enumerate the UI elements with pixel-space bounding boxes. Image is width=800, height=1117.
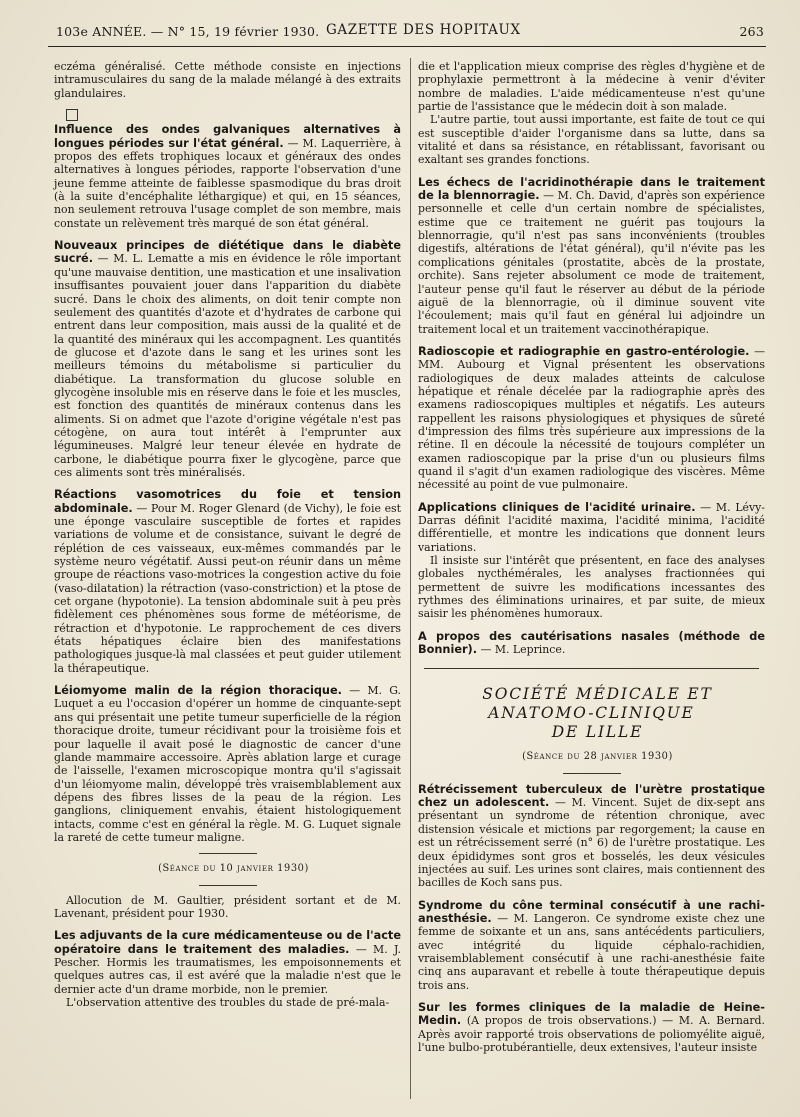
continuation-paragraph: L'autre partie, tout aussi importante, est faite de tout ce qui est susceptible d'aider l'organisme dans sa lutte, dans sa vitalité et dans sa résistance, en rétablissant, favorisant ou exaltant ses grandes fonctions.	[418, 113, 765, 167]
article-title: Radioscopie et radiographie en gastro-entérologie.	[418, 344, 750, 358]
article-body: — M. Laquerrière, à propos des effets trophiques locaux et généraux des ondes alternatives à longues périodes, rapporte l'observation d'une jeune femme atteinte de faiblesse spasmodique du bras droit (à la suite d'encéphalite léthargique) et qui, en 15 séances, non seulement retrouva l'usage complet de son membre, mais constate un relèvement très marqué de son état général.	[54, 136, 401, 230]
article-vincent	[418, 783, 765, 890]
section-rule	[563, 773, 621, 774]
article-body-continued: Il insiste sur l'intérêt que présentent, en face des analyses globales nycthémérales, les analyses fractionnées qui permettent de suivre les modifications incessantes des rythmes des éliminations urinaires, et par suite, de mieux saisir les phénomènes humoraux.	[418, 554, 765, 621]
broken-glyph-icon	[66, 109, 78, 121]
seance-date: (Séance du 28 janvier 1930)	[522, 751, 673, 763]
article-david	[418, 176, 765, 336]
article-laquerriere	[54, 109, 401, 230]
article-title: Réactions vasomotrices du foie et tension abdominale.	[54, 488, 401, 515]
article-body: (A propos de trois observations.) — M. A. Bernard. Après avoir rapporté trois observations de poliomyélite aiguë, l'une bulbo-protubérantielle, deux extensives, l'auteur insiste	[418, 1014, 765, 1054]
section-rule	[199, 885, 257, 886]
article-body: — M. L. Lematte a mis en évidence le rôle important qu'une mauvaise dentition, une mastication et une insalivation insuffisantes pouvaient jouer dans l'apparition du diabète sucré. Dans le choix des aliments, on doit tenir compte non seulement des quantités d'azote et d'hydrates de carbone qui entrent dans leur composition, mais aussi de la qualité et de la quantité des minéraux qui les accompagnent. Les quantités de glucose et d'azote dans le sang et les urines sont les meilleurs témoins du métabolisme si particulier du diabétique. La transformation du glucose soluble en glycogène insoluble mis en réserve dans le foie et les muscles, est fonction des quantités de minéraux contenus dans les aliments. Si on admet que l'azote d'origine végétale n'est pas cétogène, on aura tout intérêt à l'emprunter aux légumineuses. Malgré leur teneur élevée en hydrate de carbone, le diabétique pourra fixer le glycogène, parce que ces aliments sont très minéralisés.	[54, 252, 401, 479]
article-luquet	[54, 684, 401, 844]
page-number: 263	[739, 24, 764, 39]
section-rule	[199, 853, 257, 854]
article-title: Syndrome du cône terminal consécutif à une rachi-anesthésie.	[418, 898, 765, 925]
seance-date: (Séance du 10 janvier 1930)	[158, 863, 309, 875]
continuation-paragraph: die et l'application mieux comprise des règles d'hygiène et de prophylaxie permettront à la médecine à venir d'éviter nombre de maladies. L'aide médicamenteuse n'est qu'une partie de l'assistance que le médecin doit à son malade.	[418, 60, 765, 114]
article-body: — M. J. Pescher. Hormis les traumatismes, les empoisonnements et quelques autres cas, il est avéré que la maladie n'est que le dernier acte d'un drame morbide, non le premier.	[54, 942, 401, 996]
article-title: Rétrécissement tuberculeux de l'urètre prostatique chez un adolescent.	[418, 782, 765, 810]
society-title-line2: DE LILLE	[551, 723, 644, 742]
column-divider	[410, 58, 411, 1099]
article-title: Les échecs de l'acridinothérapie dans le traitement de la blennorragie.	[418, 175, 765, 203]
article-pescher	[54, 929, 401, 1009]
running-head	[56, 22, 764, 44]
society-title: SOCIÉTÉ MÉDICALE ET ANATOMO-CLINIQUE	[482, 685, 713, 723]
article-body: — Pour M. Roger Glenard (de Vichy), le foie est une éponge vasculaire susceptible de fortes et rapides variations de volume et de consistance, suivant le degré de réplétion de ces vaisseaux, eux-mêmes commandés par le système neuro végétatif. Aussi peut-on réunir dans un même groupe de réactions vaso-motrices la congestion active du foie (vaso-dilatation) la rétraction (vaso-constriction) et la ptose de cet organe (hypotonie). La tension abdominale suit à peu près fidèlement ces phénomènes sous forme de météorisme, de rétraction et d'hypotonie. Le rapprochement de ces divers états hépatiques éclaire bien des manifestations pathologiques jusque-là mal classées et peut guider utilement la thérapeutique.	[54, 501, 401, 675]
left-column	[54, 60, 401, 1009]
article-body-continued: L'observation attentive des troubles du stade de pré-mala-	[66, 996, 390, 1009]
article-body: — M. Langeron. Ce syndrome existe chez une femme de soixante et un ans, sans antécédents particuliers, avec intégrité du liquide céphalo-rachidien, vraisemblablement consécutif à une rachi-anesthésie faite cinq ans auparavant et rebelle à toute thérapeutique depuis trois ans.	[418, 911, 765, 992]
article-title: A propos des cautérisations nasales (méthode de Bonnier).	[418, 629, 765, 657]
journal-title: GAZETTE DES HOPITAUX	[326, 22, 521, 38]
article-body: — M. Ch. David, d'après son expérience personnelle et celle d'un certain nombre de spécialistes, estime que ce traitement ne guérit pas toujours la blennorragie, qu'il n'est pas sans inconvénients (troubles digestifs, altérations de l'état général), qu'il n'évite pas les complications génitales (prostatite, abcès de la prostate, orchite). Sans rejeter absolument ce mode de traitement, l'auteur pense qu'il faut le réserver au début de la période aiguë de la blennorragie, où il diminue souvent vite l'écoulement; mais qu'il faut en général lui adjoindre un traitement local et un traitement vaccinothérapique.	[418, 189, 765, 336]
article-title: Applications cliniques de l'acidité urinaire.	[418, 500, 696, 514]
article-levy-darras	[418, 501, 765, 621]
article-body: — M. Leprince.	[477, 643, 566, 657]
article-title: Les adjuvants de la cure médicamenteuse ou de l'acte opératoire dans le traitement des maladies.	[54, 929, 401, 956]
article-lematte	[54, 239, 401, 479]
allocution: Allocution de M. Gaultier, président sortant et de M. Lavenant, président pour 1930.	[54, 893, 401, 920]
article-title: Sur les formes cliniques de la maladie de Heine-Medin.	[418, 1000, 765, 1028]
article-title: Léiomyome malin de la région thoracique.	[54, 684, 342, 698]
article-body: — M. Vincent. Sujet de dix-sept ans présentant un syndrome de rétention chronique, avec distension vésicale et mictions par regorgement; la cause en est un rétrécissement serré (n° 6) de l'urètre prostatique. Les deux épididymes sont gros et bosselés, les deux vésicules injectées au suif. Les urines sont claires, mais contiennent des bacilles de Koch sans pus.	[418, 796, 765, 890]
intro-paragraph: eczéma généralisé. Cette méthode consiste en injections intramusculaires du sang de la malade mélangé à des extraits glandulaires.	[54, 60, 401, 100]
article-langeron	[418, 899, 765, 992]
article-body: — M. Lévy-Darras définit l'acidité maxima, l'acidité minima, l'acidité différentielle, et montre les indications que donnent leurs variations.	[418, 500, 765, 554]
issue-info: 103e ANNÉE. — N° 15, 19 février 1930.	[56, 24, 320, 39]
right-column	[418, 60, 765, 1054]
article-glenard	[54, 488, 401, 675]
header-rule	[48, 46, 766, 47]
article-title: Nouveaux principes de diététique dans le diabète sucré.	[54, 239, 401, 266]
article-title: Influence des ondes galvaniques alternatives à longues périodes sur l'état général.	[54, 123, 401, 150]
article-body: — M. G. Luquet a eu l'occasion d'opérer un homme de cinquante-sept ans qui présentait une petite tumeur superficielle de la région thoracique droite, tumeur récidivant pour la troisième fois et pour laquelle il avait posé le diagnostic de cancer d'une glande mammaire accessoire. Après ablation large et curage de l'aisselle, l'examen microscopique montra qu'il s'agissait d'un léiomyome malin, développé très vraisemblablement aux dépens des fibres lisses de la peau de la région. Les ganglions, cliniquement envahis, étaient histologiquement intacts, comme c'est en général la règle. M. G. Luquet signale la rareté de cette tumeur maligne.	[54, 684, 401, 844]
article-leprince	[418, 630, 765, 657]
article-body: — MM. Aubourg et Vignal présentent les observations radiologiques de deux malades atteints de calculose hépatique et rénale décelée par la radiographie après des examens radioscopiques multiples et négatifs. Les auteurs rappellent les raisons physiologiques et physiques de sûreté d'impression des films très supérieure aux impressions de la rétine. Il en découle la nécessité de toujours compléter un examen radioscopique par la prise d'un ou plusieurs films quand il s'agit d'un examen radiologique des viscères. Même nécessité au point de vue pulmonaire.	[418, 344, 765, 492]
article-aubourg-vignal	[418, 345, 765, 492]
article-bernard	[418, 1001, 765, 1054]
section-rule	[424, 668, 759, 669]
